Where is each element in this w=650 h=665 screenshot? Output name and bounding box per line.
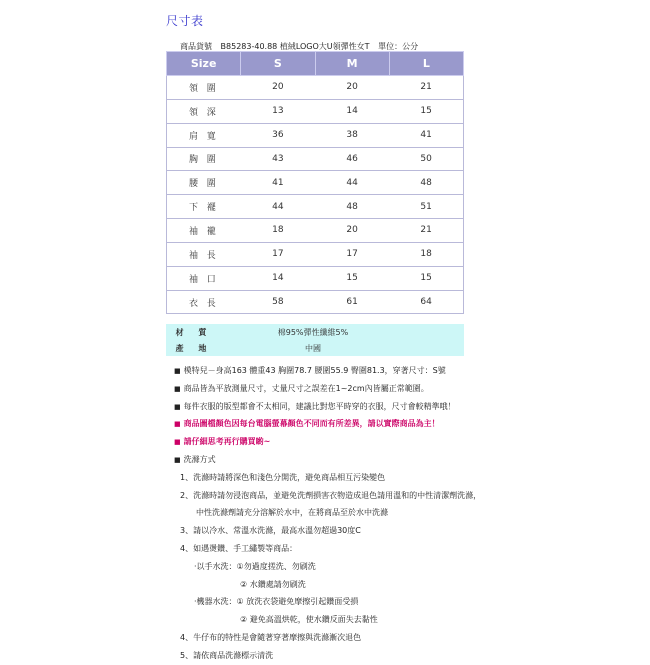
wash-step: 1、洗滌時請將深色和淺色分開洗，避免商品相互污染變色 (180, 472, 386, 482)
row-label: 胸 圍 (167, 147, 241, 171)
cell-s: 43 (241, 147, 315, 171)
material-value: 棉95%彈性纖維5% (277, 327, 349, 337)
table-row (167, 123, 464, 147)
header-s: S (241, 52, 315, 76)
wash-substep: ‧以手水洗：①勿過度搓洗、勿刷洗 (194, 561, 316, 571)
cell-l: 21 (389, 76, 463, 100)
notes-section (174, 362, 644, 665)
row-label: 下 襬 (167, 195, 241, 219)
wash-step: 4、牛仔布的特性是會隨著穿著摩擦與洗滌漸次退色 (180, 632, 362, 642)
origin-value: 中國 (305, 343, 321, 353)
cell-m: 46 (315, 147, 389, 171)
cell-m: 38 (315, 123, 389, 147)
row-label: 袖 襱 (167, 219, 241, 243)
note-think: ■ 請仔細思考再行購買喲~ (174, 433, 644, 451)
cell-l: 51 (389, 195, 463, 219)
origin-row (166, 340, 464, 356)
row-label: 腰 圍 (167, 171, 241, 195)
cell-m: 48 (315, 195, 389, 219)
table-row (167, 219, 464, 243)
cell-s: 36 (241, 123, 315, 147)
cell-l: 41 (389, 123, 463, 147)
cell-s: 17 (241, 242, 315, 266)
size-table-header (167, 52, 464, 76)
product-code-value: B85283-40.88 植絨LOGO大U領彈性女T (220, 42, 370, 51)
wash-heading: ■ 洗滌方式 (174, 451, 644, 469)
material-table (166, 324, 464, 356)
cell-m: 20 (315, 76, 389, 100)
wash-step: 4、如遇燙鑽、手工繡製等商品： (180, 543, 298, 553)
cell-l: 15 (389, 266, 463, 290)
cell-l: 15 (389, 99, 463, 123)
cell-l: 64 (389, 290, 463, 314)
cell-m: 17 (315, 242, 389, 266)
table-row (167, 147, 464, 171)
row-label: 袖 口 (167, 266, 241, 290)
note-fit: ■ 每件衣服的版型都會不太相同，建議比對您平時穿的衣服，尺寸會較精準哦！ (174, 398, 644, 416)
cell-s: 18 (241, 219, 315, 243)
cell-m: 20 (315, 219, 389, 243)
table-row (167, 99, 464, 123)
material-label: 材 質 (175, 327, 213, 337)
unit-label: 單位：公分 (378, 42, 419, 51)
table-row (167, 242, 464, 266)
table-row (167, 195, 464, 219)
table-row (167, 290, 464, 314)
wash-step: 2、洗滌時請勿浸泡商品，並避免洗劑損害衣物造成退色請用溫和的中性清潔劑洗滌， (180, 490, 482, 500)
header-m: M (315, 52, 389, 76)
note-color-warning: ■ 商品圖檔顏色因每台電腦螢幕顏色不同而有所差異，請以實際商品為主！ (174, 415, 644, 433)
row-label: 衣 長 (167, 290, 241, 314)
table-row (167, 76, 464, 100)
row-label: 領 圍 (167, 76, 241, 100)
wash-substep: ② 水鑽處請勿刷洗 (240, 579, 306, 589)
cell-l: 21 (389, 219, 463, 243)
cell-l: 48 (389, 171, 463, 195)
wash-step: 5、請依商品洗滌標示清洗 (180, 650, 274, 660)
table-row (167, 266, 464, 290)
material-row (166, 324, 464, 340)
cell-m: 14 (315, 99, 389, 123)
cell-s: 44 (241, 195, 315, 219)
wash-step-continued: 中性洗滌劑請充分溶解於水中，在將商品至於水中洗滌 (196, 508, 388, 518)
cell-l: 18 (389, 242, 463, 266)
header-size: Size (167, 52, 241, 76)
product-code-label: 商品貨號 (180, 42, 212, 51)
cell-s: 58 (241, 290, 315, 314)
page-title: 尺寸表 (166, 14, 204, 28)
cell-m: 15 (315, 266, 389, 290)
cell-s: 14 (241, 266, 315, 290)
wash-step: 3、請以冷水、常溫水洗滌，最高水溫勿超過30度C (180, 526, 361, 536)
cell-s: 41 (241, 171, 315, 195)
row-label: 袖 長 (167, 242, 241, 266)
header-l: L (389, 52, 463, 76)
row-label: 肩 寬 (167, 123, 241, 147)
origin-label: 產 地 (175, 343, 213, 353)
wash-substep: ‧機器水洗：① 放洗衣袋避免摩擦引起鑽面受損 (194, 597, 359, 607)
cell-s: 13 (241, 99, 315, 123)
cell-m: 44 (315, 171, 389, 195)
size-table (166, 51, 464, 314)
cell-m: 61 (315, 290, 389, 314)
cell-s: 20 (241, 76, 315, 100)
cell-l: 50 (389, 147, 463, 171)
note-model: ■ 模特兒－身高163 體重43 胸圍78.7 腰圍55.9 臀圍81.3，穿著尺寸：S號 (174, 362, 644, 380)
row-label: 領 深 (167, 99, 241, 123)
wash-substep: ② 避免高溫烘乾，使水鑽反面失去黏性 (240, 615, 378, 625)
note-measurement: ■ 商品皆為平放測量尺寸，丈量尺寸之誤差在1~2cm內皆屬正常範圍。 (174, 380, 644, 398)
table-row (167, 171, 464, 195)
